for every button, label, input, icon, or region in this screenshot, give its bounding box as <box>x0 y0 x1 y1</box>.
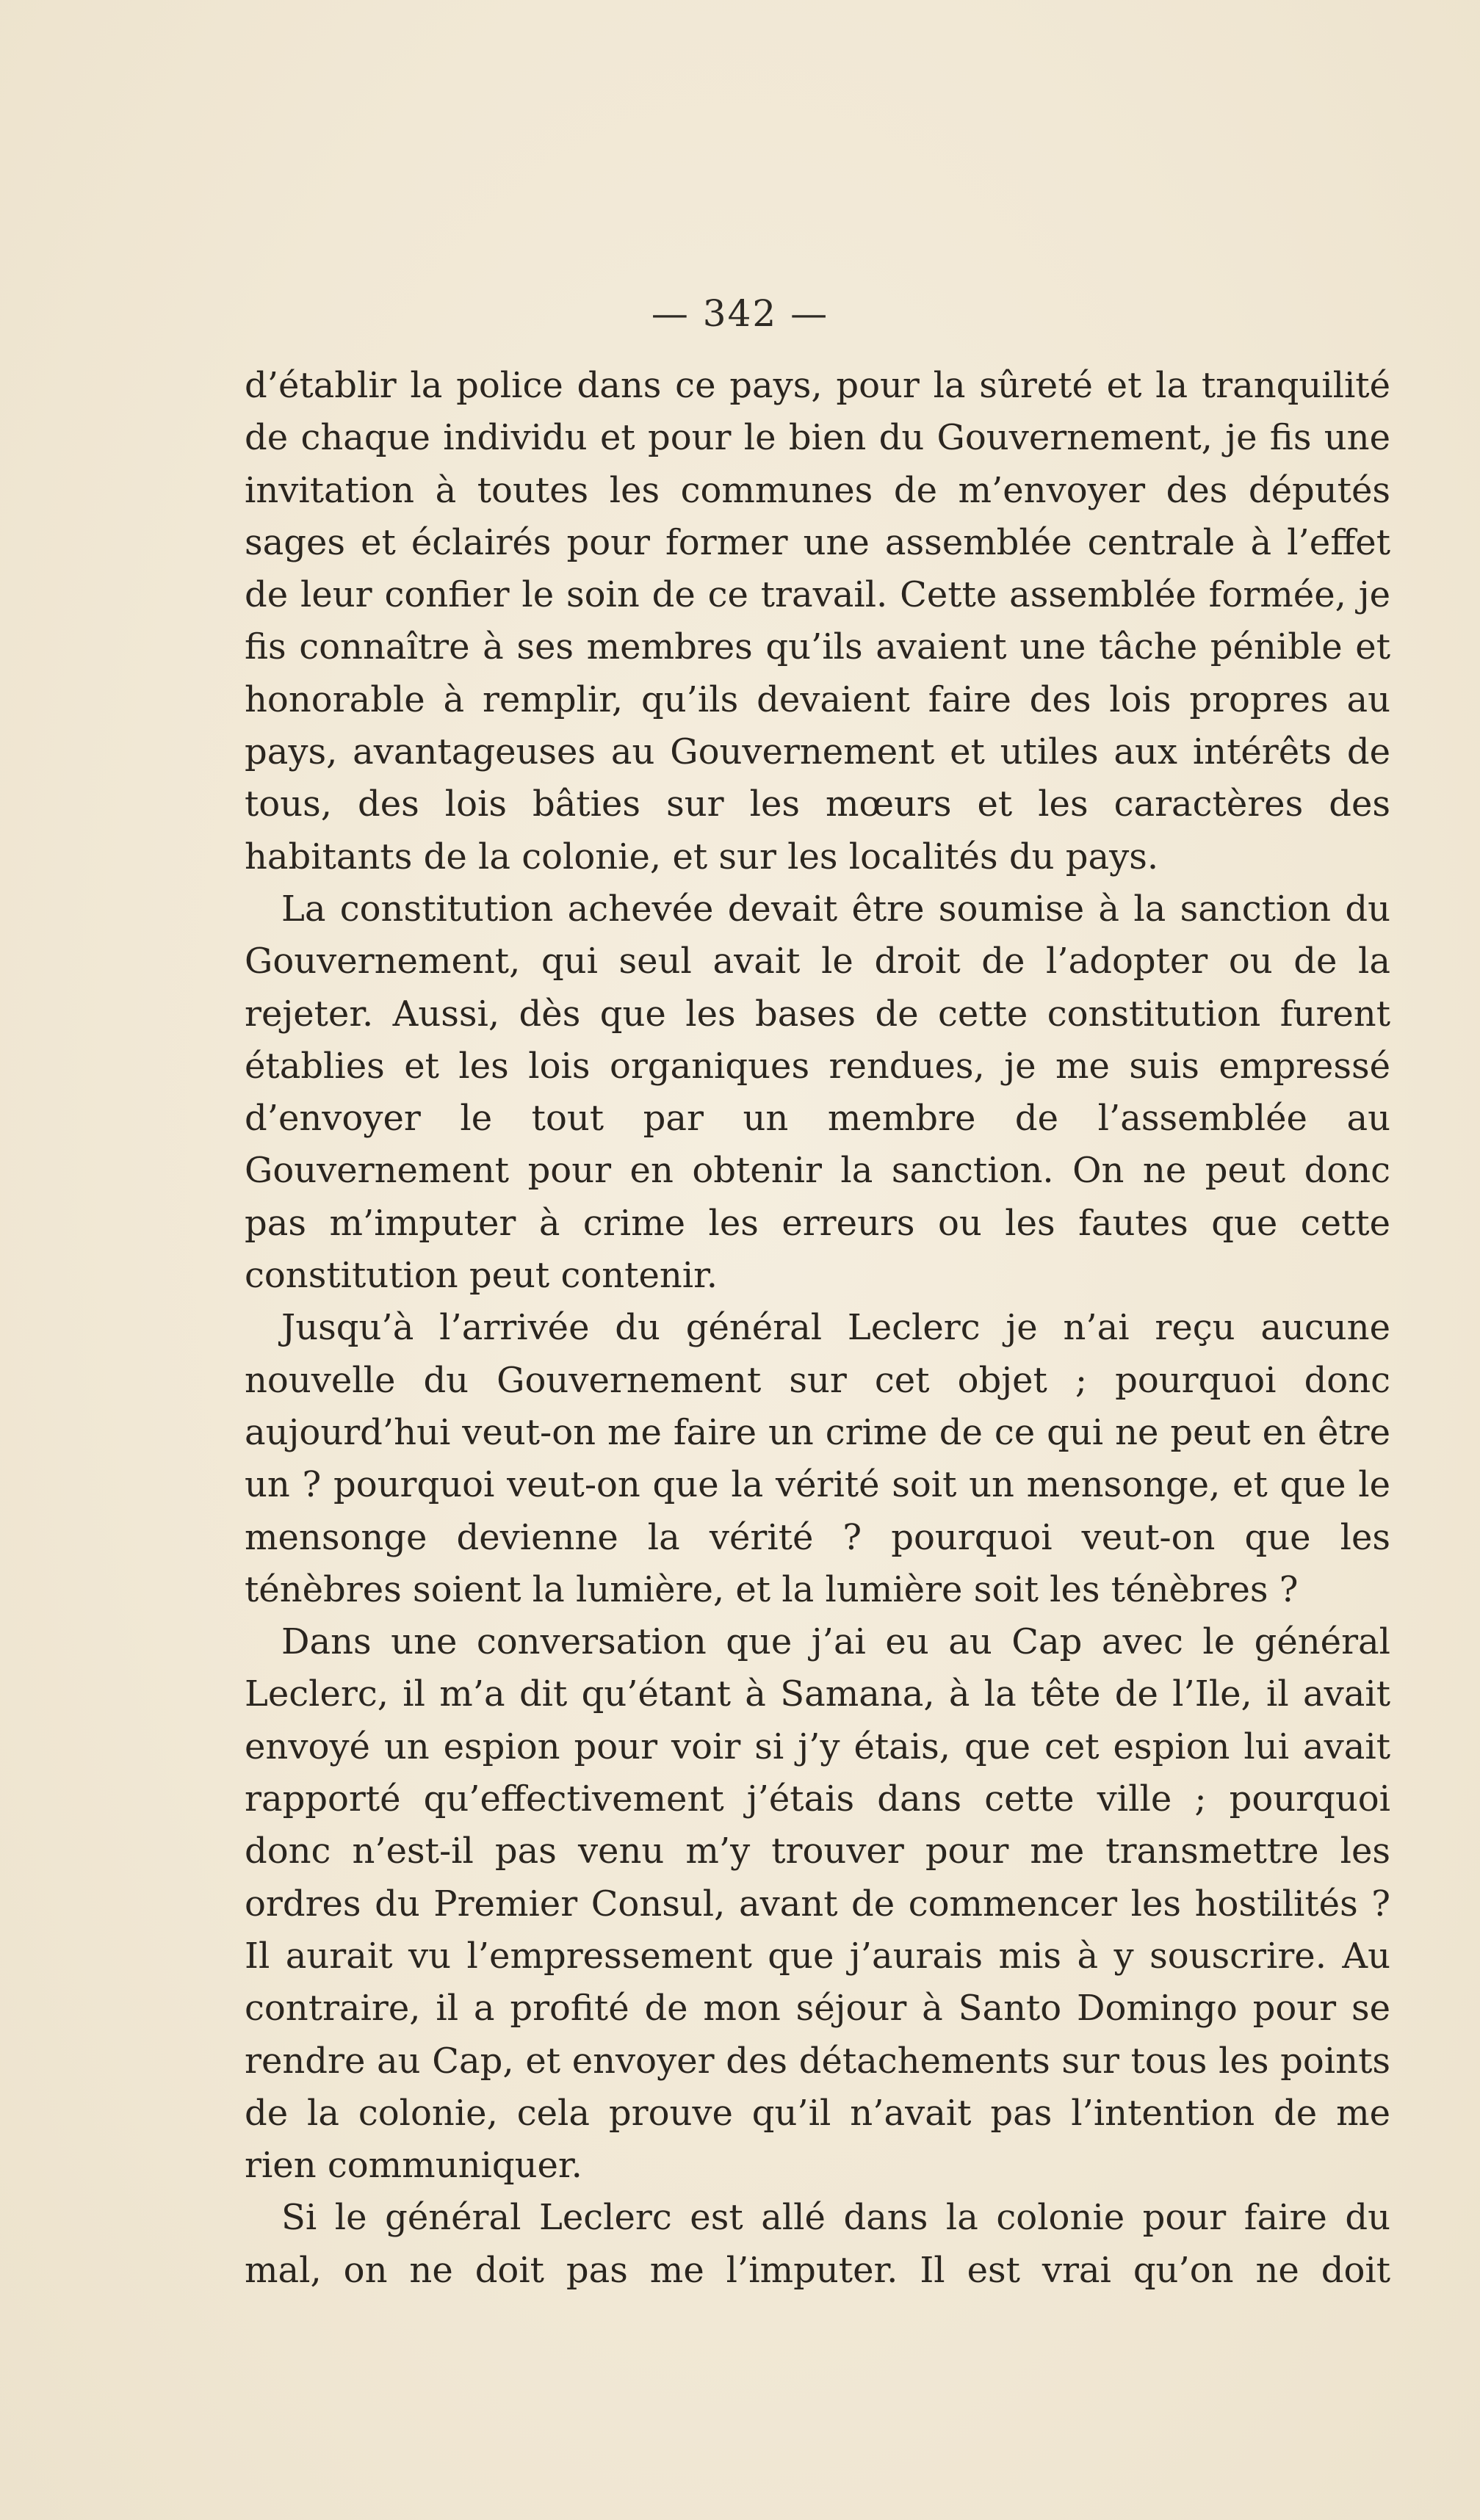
paragraph-2: La constitution achevée devait être soumise à la sanction du Gouvernement, qui seul avait le droit de l’adopter ou de la rejeter. Aussi, dès que les bases de cette constitution furent établies et les lois organiques rendues, je me suis empressé d’envoyer le tout par un membre de l’assemblée au Gouvernement pour en obtenir la sanction. On ne peut donc pas m’imputer à crime les erreurs ou les fautes que cette constitution peut contenir. <box>245 888 1390 1297</box>
paragraph-5: Si le général Leclerc est allé dans la colonie pour faire du mal, on ne doit pas me l’imputer. Il est vrai qu’on ne doit <box>245 2197 1390 2291</box>
paragraph-3: Jusqu’à l’arrivée du général Leclerc je n’ai reçu aucune nouvelle du Gouvernement sur cet objet ; pourquoi donc aujourd’hui veut-on me faire un crime de ce qui ne peut en être un ? pourquoi veut-on que la vérité soit un mensonge, et que le mensonge devienne la vérité ? pourquoi veut-on que les ténèbres soient la lumière, et la lumière soit les ténèbres ? <box>245 1307 1390 1610</box>
paragraph-1: d’établir la police dans ce pays, pour la sûreté et la tranquilité de chaque individu et pour le bien du Gouvernement, je fis une invitation à toutes les communes de m’envoyer des députés sages et éclairés pour former une assemblée centrale à l’effet de leur confier le soin de ce travail. Cette assemblée formée, je fis connaître à ses membres qu’ils avaient une tâche pénible et honorable à remplir, qu’ils devaient faire des lois propres au pays, avantageuses au Gouvernement et utiles aux intérêts de tous, des lois bâties sur les mœurs et les caractères des habitants de la colonie, et sur les localités du pays. <box>245 365 1390 877</box>
page-number: — 342 — <box>651 292 829 335</box>
paragraph-4: Dans une conversation que j’ai eu au Cap avec le général Leclerc, il m’a dit qu’étant à Samana, à la tête de l’Ile, il avait envoyé un espion pour voir si j’y étais, que cet espion lui avait rapporté qu’effectivement j’étais dans cette ville ; pourquoi donc n’est-il pas venu m’y trouver pour me transmettre les ordres du Premier Consul, avant de commencer les hostilités ? Il aurait vu l’empressement que j’aurais mis à y souscrire. Au contraire, il a profité de mon séjour à Santo Domingo pour se rendre au Cap, et envoyer des détachements sur tous les points de la colonie, cela prouve qu’il n’avait pas l’intention de me rien communiquer. <box>245 1621 1390 2187</box>
body-text <box>245 360 1390 2297</box>
